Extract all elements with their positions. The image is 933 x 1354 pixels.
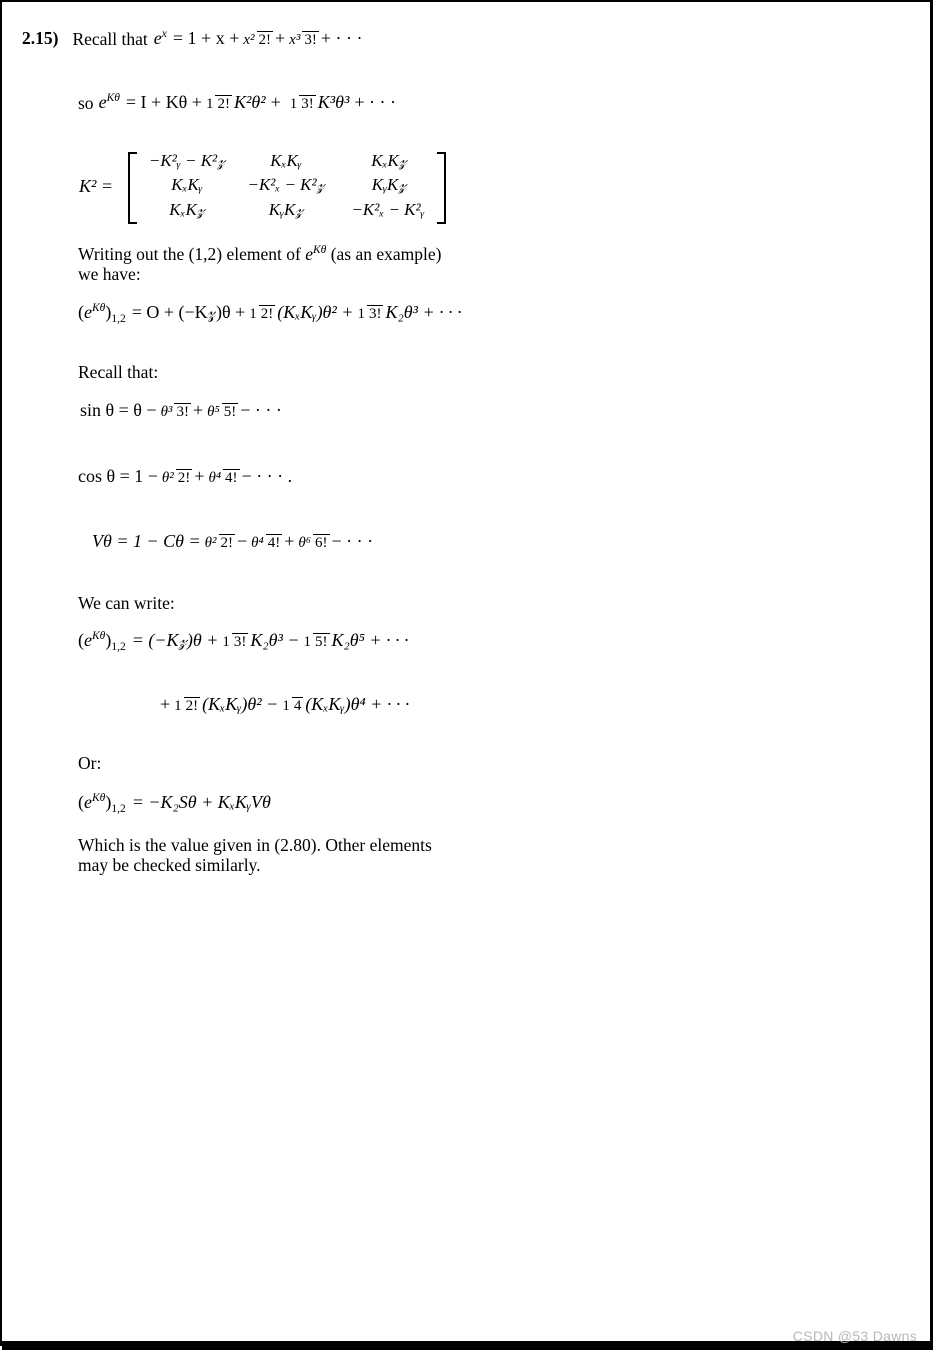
matrix-cell: KᵧK𝓏	[371, 175, 407, 194]
matrix-cell: −K²ₓ − K²𝓏	[247, 175, 325, 194]
equation-element-12: $(e^{K\theta})_{1,2}$ = O + (−K𝓏)θ + 1 2! (KₓKᵧ)θ² + 1 3! K₂θ³ + · · ·	[78, 302, 462, 325]
equation-versine-series: Vθ = 1 − Cθ = θ² 2! − θ⁴ 4! + θ⁶ 6! − · · ·	[92, 531, 374, 551]
we-can-write-label: We can write:	[78, 593, 175, 613]
eq2-mid: = I + Kθ +	[125, 92, 202, 112]
frac-1-2f: 1 2!	[205, 96, 230, 112]
conclusion-line-1: Which is the value given in (2.80). Other elements	[78, 835, 432, 855]
eq1-rhs-start: = 1 + x +	[172, 28, 240, 48]
matrix-cell: KᵧK𝓏	[268, 200, 304, 219]
k2-label: K² =	[79, 176, 114, 196]
matrix-cell: −K²ᵧ − K²𝓏	[148, 151, 226, 170]
matrix-left-bracket	[128, 152, 137, 224]
matrix-cell: KₓK𝓏	[371, 151, 407, 170]
matrix-cell: KₓKᵧ	[270, 151, 302, 170]
eq1-lhs: e	[153, 28, 162, 48]
equation-cos-series: cos θ = 1 − θ² 2! + θ⁴ 4! − · · · .	[78, 466, 293, 486]
equation-matrix-exponential: so $e^{K\theta}$ = I + Kθ + 1 2! K²θ² + 1 3! K³θ³ + · · ·	[78, 92, 397, 113]
conclusion-line-2: may be checked similarly.	[78, 855, 261, 875]
top-border	[2, 0, 933, 2]
paragraph-we-have: we have:	[78, 264, 141, 284]
matrix-right-bracket	[437, 152, 446, 224]
recall-prefix: Recall that	[72, 28, 148, 49]
recall-that-label: Recall that:	[78, 362, 159, 382]
equation-sin-series: sin θ = θ − θ³ 3! + θ⁵ 5! − · · ·	[80, 400, 282, 420]
equation-element-12-expanded: $(e^{K\theta})_{1,2}$ = (−K𝓏)θ + 1 3! K₂θ³ − 1 5! K₂θ⁵ + · · ·	[78, 630, 409, 653]
paragraph-writing-out: Writing out the (1,2) element of $e^{K\theta}$ (as an example)	[78, 244, 442, 264]
watermark: CSDN @53 Dawns	[792, 1328, 917, 1344]
left-border	[0, 0, 2, 1346]
eq1-ellipsis: + · · ·	[320, 28, 363, 48]
so-prefix: so	[78, 92, 94, 113]
matrix-cell: −K²ₓ − K²ᵧ	[351, 200, 425, 219]
frac-x3: x³ 3!	[289, 32, 317, 48]
frac-1-3f: 1 3!	[289, 96, 314, 112]
equation-exponential-series: 2.15) Recall that $e^x$ = 1 + x + x² 2! + x³ 3! + · · ·	[22, 28, 363, 49]
matrix-cell: KₓK𝓏	[169, 200, 205, 219]
frac-x2: x² 2!	[243, 32, 272, 48]
or-label: Or:	[78, 753, 102, 773]
k2-matrix	[128, 150, 446, 222]
problem-number: 2.15)	[22, 28, 59, 48]
matrix-cell: KₓKᵧ	[171, 175, 203, 194]
equation-element-12-final: $(e^{K\theta})_{1,2}$ = −K₂Sθ + KₓKᵧVθ	[78, 792, 271, 815]
equation-element-12-continued: + 1 2! (KₓKᵧ)θ² − 1 4 (KₓKᵧ)θ⁴ + · · ·	[160, 694, 410, 714]
eq1-lhs-sup: x	[161, 28, 167, 40]
